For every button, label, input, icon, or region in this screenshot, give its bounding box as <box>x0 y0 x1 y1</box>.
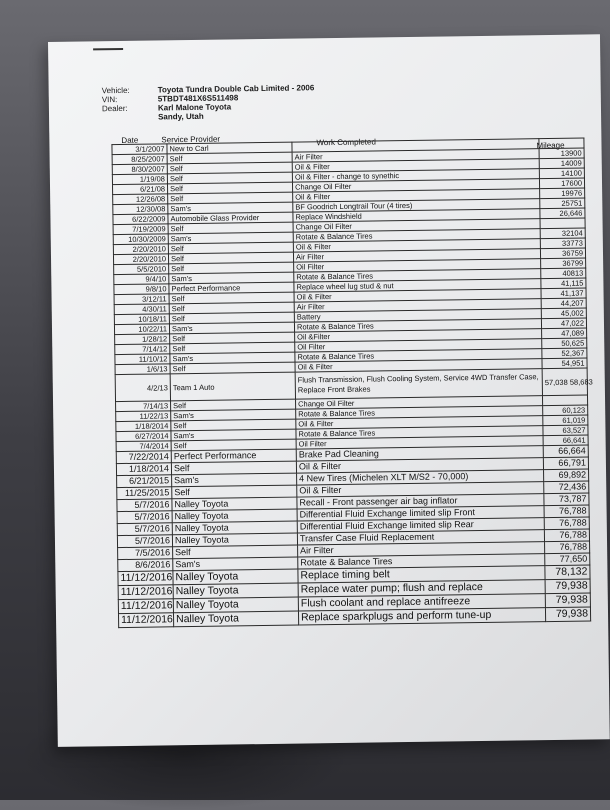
mileage-cell: 41,137 <box>541 288 586 299</box>
provider-cell: Sam's <box>169 322 294 334</box>
service-log-table <box>111 135 593 629</box>
provider-cell: Perfect Performance <box>169 282 294 294</box>
mileage-cell: 33773 <box>540 238 585 249</box>
work-cell: Air Filter <box>293 249 540 262</box>
work-cell: Oil & Filter <box>294 289 541 302</box>
vehicle-value: Toyota Tundra Double Cab Limited - 2006 <box>157 83 315 95</box>
mileage-cell: 25751 <box>540 198 585 209</box>
mileage-cell: 44,207 <box>541 298 586 309</box>
work-cell: Rotate & Balance Tires <box>296 406 543 419</box>
mileage-cell: 69,892 <box>544 469 589 482</box>
mileage-cell: 17600 <box>539 178 584 189</box>
date-cell: 6/27/2014 <box>116 431 171 442</box>
provider-cell: Sam's <box>169 272 294 284</box>
pen-mark <box>93 48 123 50</box>
work-cell: Change Oil Filter <box>293 219 540 232</box>
work-cell: Flush coolant and replace antifreeze <box>298 594 545 611</box>
date-cell: 7/4/2014 <box>116 441 171 452</box>
provider-cell: Self <box>169 302 294 314</box>
date-cell: 7/22/2014 <box>116 451 171 464</box>
mileage-cell: 63,527 <box>543 425 588 436</box>
date-cell: 8/30/2007 <box>112 164 167 175</box>
provider-cell: New to Carl <box>167 142 292 154</box>
dealer-city-row <box>102 110 315 122</box>
vin-value: 5TBDT481X6S511498 <box>157 93 239 104</box>
provider-cell: Nalley Toyota <box>173 569 298 585</box>
provider-cell: Sam's <box>168 202 293 214</box>
provider-cell: Self <box>171 439 296 451</box>
mileage-cell: 32104 <box>540 228 585 239</box>
provider-cell: Nalley Toyota <box>172 533 297 547</box>
date-cell: 1/19/08 <box>112 174 167 185</box>
work-cell: Transfer Case Fluid Replacement <box>297 530 544 545</box>
provider-cell: Self <box>168 222 293 234</box>
date-cell: 10/18/11 <box>114 314 169 325</box>
provider-cell: Self <box>167 152 292 164</box>
mileage-cell: 14009 <box>539 158 584 169</box>
date-cell: 9/4/10 <box>114 274 169 285</box>
work-cell: Oil & Filter <box>296 458 543 473</box>
provider-cell: Self <box>170 342 295 354</box>
date-cell: 1/6/13 <box>115 364 170 375</box>
provider-cell: Sam's <box>171 409 296 421</box>
mileage-cell <box>542 395 587 406</box>
provider-cell: Sam's <box>171 429 296 441</box>
date-cell: 11/12/2016 <box>118 599 173 614</box>
mileage-cell: 61,019 <box>543 415 588 426</box>
mileage-cell: 73,787 <box>544 493 589 506</box>
work-cell: Oil & Filter <box>293 189 540 202</box>
work-cell: Rotate & Balance Tires <box>298 554 545 569</box>
provider-cell: Self <box>168 242 293 254</box>
work-cell: Change Oil Filter <box>296 396 543 409</box>
date-cell: 5/7/2016 <box>117 523 172 536</box>
mileage-cell: 47,022 <box>541 318 586 329</box>
mileage-cell: 26,646 <box>540 208 585 219</box>
date-cell: 3/12/11 <box>114 294 169 305</box>
header-work-completed: Work Completed <box>316 137 376 148</box>
mileage-cell: 52,367 <box>542 348 587 359</box>
provider-cell: Self <box>167 182 292 194</box>
date-cell: 7/5/2016 <box>118 547 173 560</box>
header-mileage: Mileage <box>536 140 565 151</box>
work-cell: Rotate & Balance Tires <box>293 229 540 242</box>
date-cell: 11/12/2016 <box>118 585 173 600</box>
mileage-cell: 76,788 <box>544 529 589 542</box>
mileage-cell: 79,938 <box>545 579 590 594</box>
date-cell: 3/1/2007 <box>112 144 167 155</box>
date-cell: 11/10/12 <box>115 354 170 365</box>
mileage-cell <box>540 218 585 229</box>
date-cell: 7/14/13 <box>116 401 171 412</box>
provider-cell: Self <box>170 362 295 374</box>
vehicle-info <box>102 83 315 122</box>
work-cell: Differential Fluid Exchange limited slip Front <box>297 506 544 521</box>
mileage-cell: 66,791 <box>543 457 588 470</box>
date-cell: 6/22/2009 <box>113 214 168 225</box>
mileage-cell: 60,123 <box>543 405 588 416</box>
work-cell: Oil & Filter <box>297 482 544 497</box>
mileage-cell: 40813 <box>541 268 586 279</box>
provider-cell: Self <box>170 332 295 344</box>
date-cell: 5/7/2016 <box>117 535 172 548</box>
work-cell: Brake Pad Cleaning <box>296 446 543 461</box>
provider-cell: Self <box>171 461 296 475</box>
dealer-name: Karl Malone Toyota <box>157 102 232 113</box>
provider-cell: Sam's <box>168 232 293 244</box>
date-cell: 1/18/2014 <box>116 463 171 476</box>
work-cell: Air Filter <box>294 299 541 312</box>
work-cell: Air Filter <box>298 542 545 557</box>
dealer-label: Dealer: <box>101 103 128 114</box>
mileage-cell: 66,641 <box>543 435 588 446</box>
date-cell: 4/30/11 <box>114 304 169 315</box>
date-cell: 2/20/2010 <box>113 254 168 265</box>
work-cell: Rotate & Balance Tires <box>294 269 541 282</box>
work-cell: Oil & Filter <box>296 416 543 429</box>
work-cell: Replace Windshield <box>293 209 540 222</box>
mileage-cell: 72,436 <box>544 481 589 494</box>
provider-cell: Automobile Glass Provider <box>168 212 293 224</box>
provider-cell: Nalley Toyota <box>172 497 297 511</box>
provider-cell: Self <box>171 399 296 411</box>
date-cell: 7/14/12 <box>115 344 170 355</box>
work-cell: Oil Filter <box>295 339 542 352</box>
provider-cell: Self <box>172 485 297 499</box>
date-cell: 2/20/2010 <box>113 244 168 255</box>
provider-cell: Nalley Toyota <box>173 611 298 627</box>
mileage-cell: 36759 <box>540 248 585 259</box>
date-cell: 9/8/10 <box>114 284 169 295</box>
work-cell: Oil & Filter <box>292 159 539 172</box>
work-cell: Replace wheel lug stud & nut <box>294 279 541 292</box>
work-cell: Oil & Filter <box>293 239 540 252</box>
service-log-sheet <box>48 34 610 747</box>
work-cell: Battery <box>294 309 541 322</box>
mileage-cell: 66,664 <box>543 445 588 458</box>
work-cell: Change Oil Filter <box>292 179 539 192</box>
work-cell: Rotate & Balance Tires <box>295 349 542 362</box>
work-cell: Flush Transmission, Flush Cooling System, Service 4WD Transfer Case, Replace Front Brakes <box>295 369 542 399</box>
mileage-cell: 54,951 <box>542 358 587 369</box>
work-cell: Oil & Filter <box>295 359 542 372</box>
date-cell: 11/12/2016 <box>118 571 173 586</box>
provider-cell: Perfect Performance <box>171 449 296 463</box>
provider-cell: Self <box>171 419 296 431</box>
provider-cell: Self <box>169 292 294 304</box>
vin-label: VIN: <box>101 95 118 105</box>
date-cell: 11/22/13 <box>116 411 171 422</box>
date-cell: 1/18/2014 <box>116 421 171 432</box>
work-cell: Oil Filter <box>296 436 543 449</box>
provider-cell: Sam's <box>172 473 297 487</box>
provider-cell: Nalley Toyota <box>172 509 297 523</box>
provider-cell: Self <box>169 262 294 274</box>
mileage-cell: 36799 <box>541 258 586 269</box>
service-log-body <box>112 135 593 628</box>
work-cell: Replace timing belt <box>298 566 545 583</box>
mileage-cell: 57,038 58,683 <box>542 368 587 396</box>
date-cell: 10/30/2009 <box>113 234 168 245</box>
mileage-cell: 14100 <box>539 168 584 179</box>
mileage-cell: 76,788 <box>544 517 589 530</box>
work-cell: BF Goodrich Longtrail Tour (4 tires) <box>293 199 540 212</box>
date-cell: 11/25/2015 <box>117 487 172 500</box>
date-cell: 8/25/2007 <box>112 154 167 165</box>
date-cell: 10/22/11 <box>114 324 169 335</box>
date-cell: 1/28/12 <box>115 334 170 345</box>
work-cell: Replace sparkplugs and perform tune-up <box>298 608 545 625</box>
header-service-provider: Service Provider <box>161 134 221 145</box>
provider-cell: Self <box>168 252 293 264</box>
provider-cell: Self <box>168 192 293 204</box>
provider-cell: Nalley Toyota <box>173 597 298 613</box>
date-cell: 8/6/2016 <box>118 559 173 572</box>
mileage-cell: 79,938 <box>545 607 590 622</box>
date-cell: 5/7/2016 <box>117 499 172 512</box>
provider-cell: Sam's <box>170 352 295 364</box>
provider-cell: Nalley Toyota <box>173 583 298 599</box>
dealer-city: Sandy, Utah <box>157 111 204 122</box>
work-cell: Differential Fluid Exchange limited slip Rear <box>297 518 544 533</box>
mileage-cell <box>539 138 584 149</box>
work-cell: Recall - Front passenger air bag inflator <box>297 494 544 509</box>
work-cell: Oil & Filter - change to synethic <box>292 169 539 182</box>
date-cell: 7/19/2009 <box>113 224 168 235</box>
work-cell: Oil &Filter <box>295 329 542 342</box>
mileage-cell: 78,132 <box>545 565 590 580</box>
provider-cell: Self <box>169 312 294 324</box>
mileage-cell: 50,625 <box>542 338 587 349</box>
date-cell: 12/26/08 <box>113 194 168 205</box>
mileage-cell: 41,115 <box>541 278 586 289</box>
provider-cell: Sam's <box>173 557 298 571</box>
mileage-cell: 76,788 <box>545 541 590 554</box>
work-cell: Oil Filter <box>294 259 541 272</box>
provider-cell: Team 1 Auto <box>170 372 295 401</box>
provider-cell: Nalley Toyota <box>172 521 297 535</box>
date-cell: 6/21/08 <box>112 184 167 195</box>
mileage-cell: 77,650 <box>545 553 590 566</box>
work-cell: Replace water pump; flush and replace <box>298 580 545 597</box>
date-cell: 12/30/08 <box>113 204 168 215</box>
work-cell: Rotate & Balance Tires <box>296 426 543 439</box>
work-cell: Rotate & Balance Tires <box>294 319 541 332</box>
provider-cell: Self <box>167 172 292 184</box>
provider-cell: Self <box>173 545 298 559</box>
mileage-cell: 19976 <box>540 188 585 199</box>
provider-cell: Self <box>167 162 292 174</box>
vehicle-label: Vehicle: <box>101 85 130 96</box>
mileage-cell: 79,938 <box>545 593 590 608</box>
work-cell: 4 New Tires (Michelen XLT M/S2 - 70,000) <box>297 470 544 485</box>
date-cell: 4/2/13 <box>115 374 170 402</box>
date-cell: 11/12/2016 <box>118 613 173 628</box>
date-cell: 5/5/2010 <box>114 264 169 275</box>
date-cell: 6/21/2015 <box>117 475 172 488</box>
mileage-cell: 76,788 <box>544 505 589 518</box>
date-cell: 5/7/2016 <box>117 511 172 524</box>
work-cell: Air Filter <box>292 149 539 162</box>
mileage-cell: 47,089 <box>542 328 587 339</box>
mileage-cell: 13900 <box>539 148 584 159</box>
header-date: Date <box>121 135 139 145</box>
mileage-cell: 45,002 <box>541 308 586 319</box>
